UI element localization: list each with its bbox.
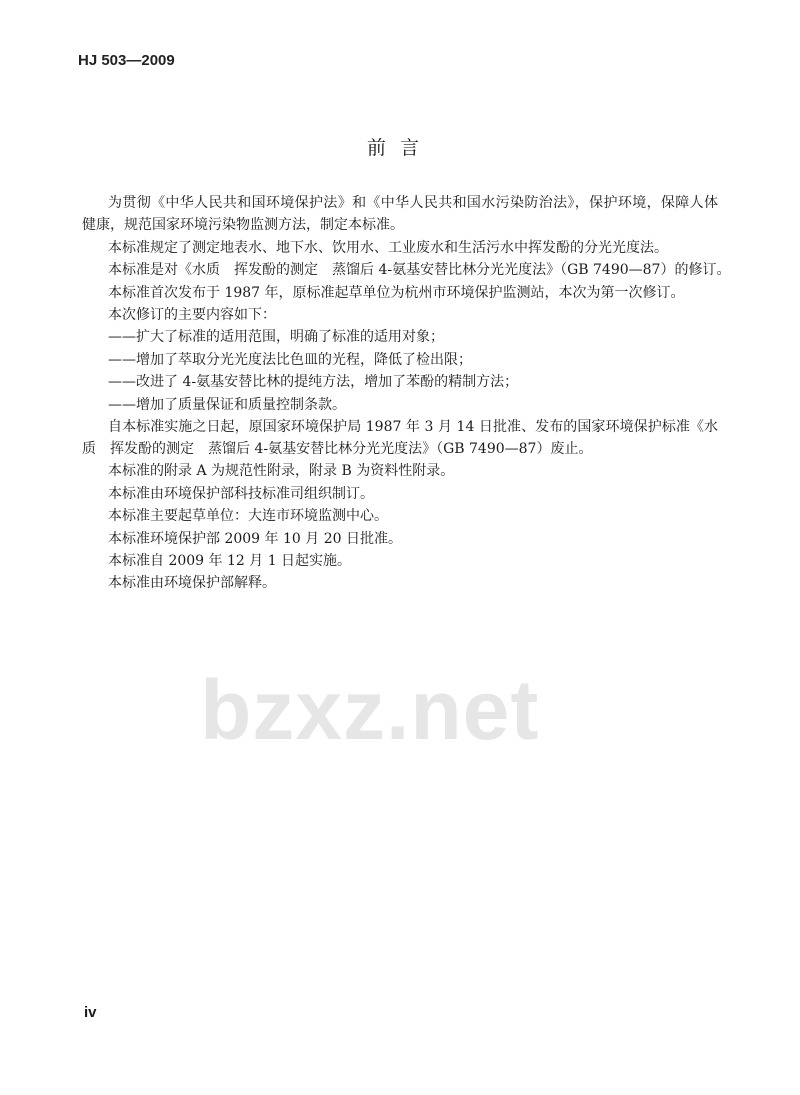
list-item: ——增加了萃取分光光度法比色皿的光程，降低了检出限； [108, 352, 472, 368]
paragraph-line: 本标准自 2009 年 12 月 1 日起实施。 [108, 553, 352, 569]
list-item: ——改进了 4-氨基安替比林的提纯方法，增加了苯酚的精制方法； [108, 374, 519, 390]
paragraph-line: 本次修订的主要内容如下： [108, 307, 276, 323]
paragraph-line: 本标准是对《水质 挥发酚的测定 蒸馏后 4-氨基安替比林分光光度法》（GB 7490—87）的修订。 [108, 262, 731, 278]
page-number: iv [84, 1004, 97, 1021]
list-item: ——扩大了标准的适用范围，明确了标准的适用对象； [108, 329, 444, 345]
paragraph-line: 本标准的附录 A 为规范性附录，附录 B 为资料性附录。 [108, 463, 455, 479]
watermark: bzxz.net [200, 663, 540, 757]
standard-number-header: HJ 503—2009 [78, 52, 175, 69]
paragraph-line: 质 挥发酚的测定 蒸馏后 4-氨基安替比林分光光度法》（GB 7490—87）废止。 [82, 441, 593, 457]
paragraph-line: 本标准规定了测定地表水、地下水、饮用水、工业废水和生活污水中挥发酚的分光光度法。 [108, 240, 668, 256]
paragraph-line: 健康，规范国家环境污染物监测方法，制定本标准。 [82, 217, 404, 233]
page-title: 前言 [366, 137, 433, 159]
paragraph-line: 本标准由环境保护部解释。 [108, 575, 276, 591]
paragraph-line: 本标准环境保护部 2009 年 10 月 20 日批准。 [108, 531, 402, 547]
paragraph-line: 本标准主要起草单位：大连市环境监测中心。 [108, 508, 388, 524]
list-item: ——增加了质量保证和质量控制条款。 [108, 397, 346, 413]
paragraph-line: 自本标准实施之日起，原国家环境保护局 1987 年 3 月 14 日批准、发布的国家环境保护标准《水 [108, 419, 718, 435]
paragraph-line: 本标准由环境保护部科技标准司组织制订。 [108, 486, 374, 502]
paragraph-line: 本标准首次发布于 1987 年，原标准起草单位为杭州市环境保护监测站，本次为第一次修订。 [108, 285, 685, 301]
paragraph-line: 为贯彻《中华人民共和国环境保护法》和《中华人民共和国水污染防治法》，保护环境，保障人体 [108, 195, 718, 211]
